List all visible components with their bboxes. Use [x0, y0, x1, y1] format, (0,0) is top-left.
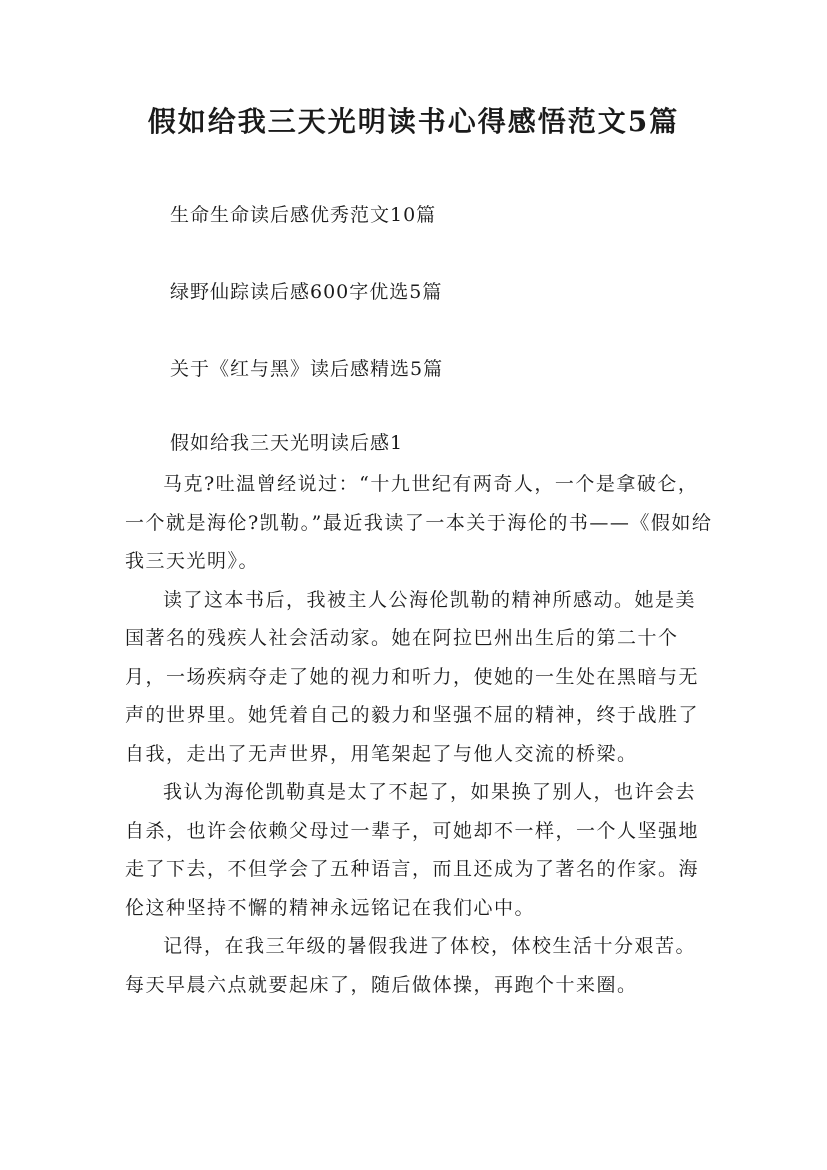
related-link-3[interactable]: 关于《红与黑》读后感精选5篇: [170, 358, 444, 380]
article-body: [125, 465, 715, 1004]
paragraph: 我认为海伦凯勒真是太了不起了，如果换了别人，也许会去自杀，也许会依赖父母过一辈子，可她却不一样，一个人坚强地走了下去，不但学会了五种语言，而且还成为了著名的作家。海伦这种坚持不懈的精神永远铭记在我们心中。: [125, 781, 700, 919]
section-heading: 假如给我三天光明读后感1: [170, 432, 404, 454]
related-link-2[interactable]: 绿野仙踪读后感600字优选5篇: [170, 281, 443, 303]
document-title: 假如给我三天光明读书心得感悟范文5篇: [147, 105, 680, 138]
paragraph: 读了这本书后，我被主人公海伦凯勒的精神所感动。她是美国著名的残疾人社会活动家。她在阿拉巴州出生后的第二十个月，一场疾病夺走了她的视力和听力，使她的一生处在黑暗与无声的世界里。她凭着自己的毅力和坚强不屈的精神，终于战胜了自我，走出了无声世界，用笔架起了与他人交流的桥梁。: [125, 588, 700, 765]
related-link-1[interactable]: 生命生命读后感优秀范文10篇: [170, 204, 437, 226]
paragraph: 马克?吐温曾经说过：“十九世纪有两奇人，一个是拿破仑，一个就是海伦?凯勒。”最近我读了一本关于海伦的书——《假如给我三天光明》。: [125, 473, 713, 572]
paragraph: 记得，在我三年级的暑假我进了体校，体校生活十分艰苦。每天早晨六点就要起床了，随后做体操，再跑个十来圈。: [125, 935, 697, 996]
